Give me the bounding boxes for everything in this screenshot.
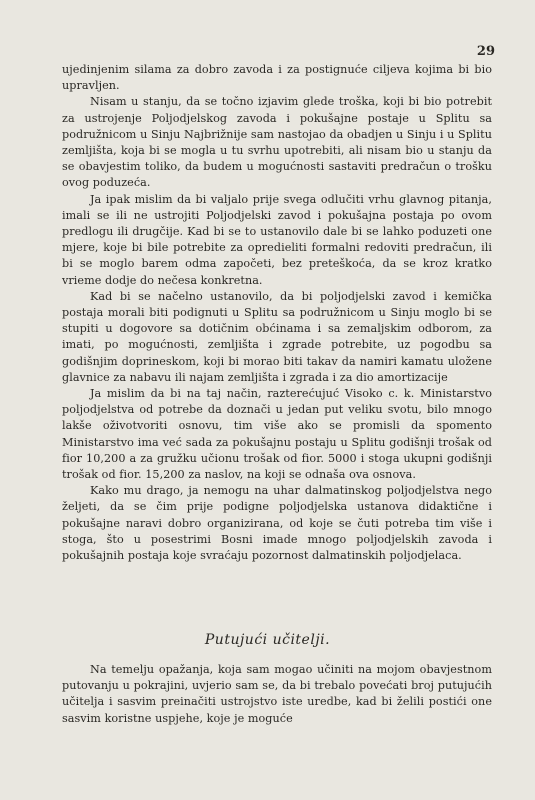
section-body — [62, 662, 492, 727]
paragraph-split-sinj: Kad bi se načelno ustanovilo, da bi poljodjelski zavod i kemička postaja morali biti podignuti u Splitu sa podružnicom u Sinju moglo bi se stupiti u dogovore sa dotičnim obćinama i sa zemaljskim odborom, za imati, po mogućnosti, zemljišta i zgrade potrebite, uz pogodbu sa godišnjim doprineskom, koji bi morao biti takav da namiri kamatu uložene glavnice za nabavu ili najam zemljišta i zgrada i za dio amortizacije — [62, 289, 492, 384]
body-text — [62, 62, 492, 564]
paragraph-main-question: Ja ipak mislim da bi valjalo prije svega odlučiti vrhu glavnog pitanja, imali se ili ne ustrojiti Poljodjelski zavod i pokušajna postaja po ovom predlogu ili drugčije. Kad bi se to ustanovilo dale bi se lahko poduzeti one mjere, koje bi bile potrebite za opredieliti formalni redoviti predračun, ili bi se moglo barem odma započeti, bez preteškoća, da se kroz kratko vrieme dodje do nečesa konkretna. — [62, 192, 492, 287]
paragraph-continuation: ujedinjenim silama za dobro zavoda i za postignuće ciljeva kojima bi bio upravljen. — [62, 63, 492, 93]
paragraph-travelling-teachers: Na temelju opažanja, koja sam mogao učiniti na mojom obavjestnom putovanju u pokrajini, uvjerio sam se, da bi trebalo povećati broj putujućih učitelja i sasvim preinačiti ustrojstvo iste uredbe, kad bi želili postići one sasvim koristne uspjehe, koje je moguće — [62, 663, 492, 725]
paragraph-ministry: Ja mislim da bi na taj način, razterećujuć Visoko c. k. Ministarstvo poljodjelstva od potrebe da doznači u jedan put veliku svotu, bilo mnogo lakše oživotvoriti osnovu, tim više ako se promisli da spomento Ministarstvo ima već sada za pokušajnu postaju u Splitu godišnji trošak od fior 10,200 a za gružku učionu trošak od fior. 5000 i stoga ukupni godišnji trošak od fior. 15,200 za naslov, na koji se odnaša ova osnova. — [62, 387, 492, 482]
paragraph-conclusion: Kako mu drago, ja nemogu na uhar dalmatinskog poljodjelstva nego željeti, da se čim prije podigne poljodjelska ustanova didaktične i pokušajne naravi dobro organizirana, od koje se čuti potreba tim više i stoga, što u posestrimi Bosni imade mnogo poljodjelskih zavoda i pokušajnih postaja koje svraćaju pozornost dalmatinskih poljodjelaca. — [62, 484, 492, 563]
page-number: 29 — [476, 44, 495, 59]
paragraph-cost-estimate: Nisam u stanju, da se točno izjavim glede troška, koji bi bio potrebit za ustrojenje Poljodjelskog zavoda i pokušajne postaje u Splitu sa podružnicom u Sinju Najbrižnije sam nastojao da obadjen u Sinju i u Splitu zemljišta, koja bi se mogla u tu svrhu upotrebiti, ali nisam bio u stanju da se obavjestim toliko, da budem u mogućnosti sastaviti predračun o trošku ovog poduzeća. — [62, 95, 492, 190]
section-heading: Putujući učitelji. — [204, 632, 331, 648]
